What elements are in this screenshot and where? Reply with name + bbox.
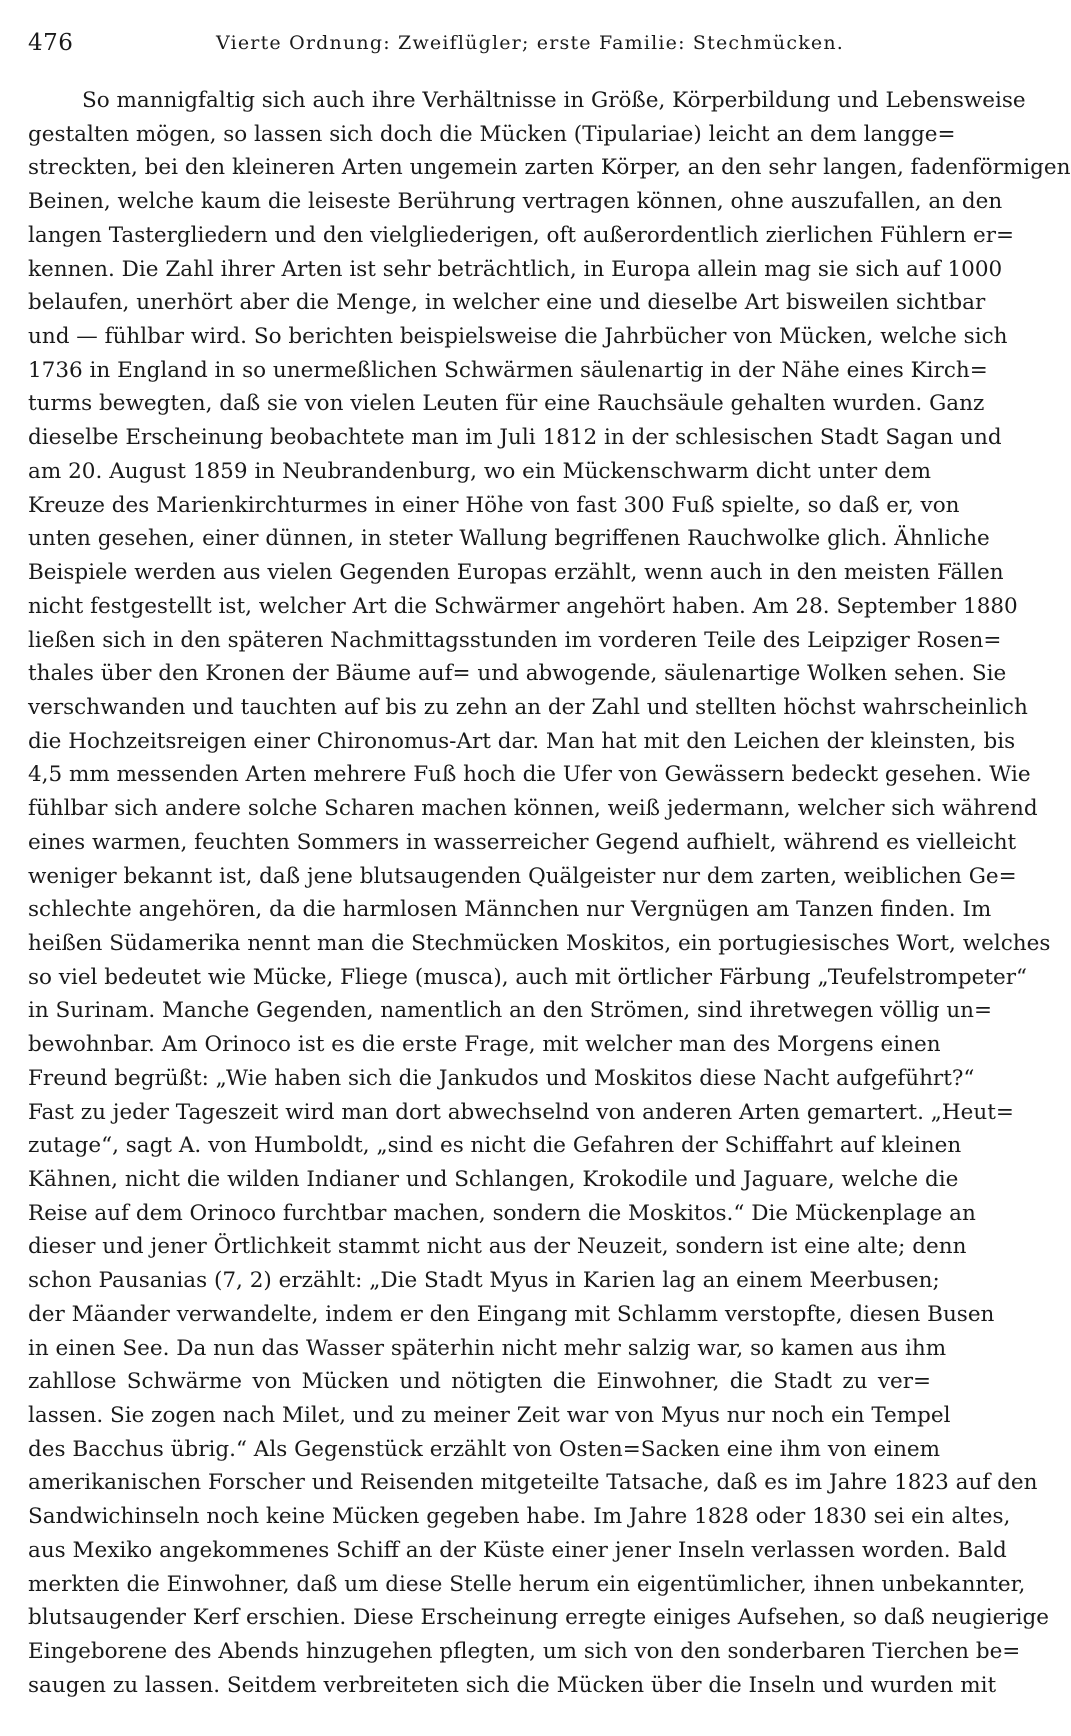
text-line: nicht festgestellt ist, welcher Art die Schwärmer angehört haben. Am 28. September 1880: [28, 590, 931, 624]
text-line: Fast zu jeder Tageszeit wird man dort abwechselnd von anderen Arten gemartert. „Heut=: [28, 1096, 931, 1130]
text-line: gestalten mögen, so lassen sich doch die Mücken (Tipulariae) leicht an dem langge=: [28, 118, 931, 152]
text-line: blutsaugender Kerf erschien. Diese Erscheinung erregte einiges Aufsehen, so daß neugierige: [28, 1601, 931, 1635]
text-line: in einen See. Da nun das Wasser späterhin nicht mehr salzig war, so kamen aus ihm: [28, 1332, 931, 1366]
text-line: lassen. Sie zogen nach Milet, und zu meiner Zeit war von Myus nur noch ein Tempel: [28, 1399, 931, 1433]
text-line: verschwanden und tauchten auf bis zu zehn an der Zahl und stellten höchst wahrscheinlich: [28, 691, 931, 725]
text-line: Eingeborene des Abends hinzugehen pflegten, um sich von den sonderbaren Tierchen be=: [28, 1635, 931, 1669]
text-line: weniger bekannt ist, daß jene blutsaugenden Quälgeister nur dem zarten, weiblichen Ge=: [28, 860, 931, 894]
text-line: schlechte angehören, da die harmlosen Männchen nur Vergnügen am Tanzen finden. Im: [28, 893, 931, 927]
text-line: schon Pausanias (7, 2) erzählt: „Die Stadt Myus in Karien lag an einem Meerbusen;: [28, 1264, 931, 1298]
text-line: heißen Südamerika nennt man die Stechmücken Moskitos, ein portugiesisches Wort, welches: [28, 927, 931, 961]
text-line: bewohnbar. Am Orinoco ist es die erste Frage, mit welcher man des Morgens einen: [28, 1028, 931, 1062]
text-line: unten gesehen, einer dünnen, in steter Wallung begriffenen Rauchwolke glich. Ähnliche: [28, 522, 931, 556]
text-line: merkten die Einwohner, daß um diese Stelle herum ein eigentümlicher, ihnen unbekannter,: [28, 1568, 931, 1602]
text-line: kennen. Die Zahl ihrer Arten ist sehr beträchtlich, in Europa allein mag sie sich auf 1000: [28, 253, 931, 287]
page-number: 476: [28, 30, 73, 56]
text-line: [28, 1703, 931, 1736]
text-line: turms bewegten, daß sie von vielen Leuten für eine Rauchsäule gehalten wurden. Ganz: [28, 387, 931, 421]
text-line: zutage“, sagt A. von Humboldt, „sind es nicht die Gefahren der Schiffahrt auf kleinen: [28, 1129, 931, 1163]
text-line: Beispiele werden aus vielen Gegenden Europas erzählt, wenn auch in den meisten Fällen: [28, 556, 931, 590]
text-line: der Mäander verwandelte, indem er den Eingang mit Schlamm verstopfte, diesen Busen: [28, 1298, 931, 1332]
text-line: 1736 in England in so unermeßlichen Schwärmen säulenartig in der Nähe eines Kirch=: [28, 354, 931, 388]
text-line: in Surinam. Manche Gegenden, namentlich an den Strömen, sind ihretwegen völlig un=: [28, 994, 931, 1028]
text-line: und — fühlbar wird. So berichten beispielsweise die Jahrbücher von Mücken, welche sich: [28, 320, 931, 354]
text-line: belaufen, unerhört aber die Menge, in welcher eine und dieselbe Art bisweilen sichtbar: [28, 286, 931, 320]
text-line: amerikanischen Forscher und Reisenden mitgeteilte Tatsache, daß es im Jahre 1823 auf den: [28, 1466, 931, 1500]
text-line: So mannigfaltig sich auch ihre Verhältnisse in Größe, Körperbildung und Lebensweise: [28, 84, 931, 118]
text-line: Kreuze des Marienkirchturmes in einer Höhe von fast 300 Fuß spielte, so daß er, von: [28, 489, 931, 523]
text-line: thales über den Kronen der Bäume auf= und abwogende, säulenartige Wolken sehen. Sie: [28, 657, 931, 691]
text-line: Freund begrüßt: „Wie haben sich die Jankudos und Moskitos diese Nacht aufgeführt?“: [28, 1062, 931, 1096]
text-line: ließen sich in den späteren Nachmittagsstunden im vorderen Teile des Leipziger Rosen=: [28, 624, 931, 658]
text-line: aus Mexiko angekommenes Schiff an der Küste einer jener Inseln verlassen worden. Bald: [28, 1534, 931, 1568]
text-line: so viel bedeutet wie Mücke, Fliege (musca), auch mit örtlicher Färbung „Teufelstrompeter“: [28, 961, 931, 995]
text-line: Sandwichinseln noch keine Mücken gegeben habe. Im Jahre 1828 oder 1830 sei ein altes,: [28, 1500, 931, 1534]
running-title: Vierte Ordnung: Zweiflügler; erste Familie: Stechmücken.: [216, 32, 844, 54]
text-line: dieser und jener Örtlichkeit stammt nicht aus der Neuzeit, sondern ist eine alte; denn: [28, 1230, 931, 1264]
text-line: Beinen, welche kaum die leiseste Berührung vertragen können, ohne auszufallen, an den: [28, 185, 931, 219]
text-line: Reise auf dem Orinoco furchtbar machen, sondern die Moskitos.“ Die Mückenplage an: [28, 1197, 931, 1231]
text-line: saugen zu lassen. Seitdem verbreiteten sich die Mücken über die Inseln und wurden mit: [28, 1669, 931, 1703]
text-line: langen Tastergliedern und den vielgliederigen, oft außerordentlich zierlichen Fühlern er=: [28, 219, 931, 253]
text-line: fühlbar sich andere solche Scharen machen können, weiß jedermann, welcher sich während: [28, 792, 931, 826]
text-line: des Bacchus übrig.“ Als Gegenstück erzählt von Osten=Sacken eine ihm von einem: [28, 1433, 931, 1467]
text-line: 4,5 mm messenden Arten mehrere Fuß hoch die Ufer von Gewässern bedeckt gesehen. Wie: [28, 758, 931, 792]
text-line: dieselbe Erscheinung beobachtete man im Juli 1812 in der schlesischen Stadt Sagan und: [28, 421, 931, 455]
text-line: streckten, bei den kleineren Arten ungemein zarten Körper, an den sehr langen, fadenförmigen: [28, 151, 931, 185]
text-line: die Hochzeitsreigen einer Chironomus-Art dar. Man hat mit den Leichen der kleinsten, bis: [28, 725, 931, 759]
text-line: zahllose Schwärme von Mücken und nötigten die Einwohner, die Stadt zu ver=: [28, 1365, 931, 1399]
text-line: am 20. August 1859 in Neubrandenburg, wo ein Mückenschwarm dicht unter dem: [28, 455, 931, 489]
running-head: [28, 30, 926, 64]
text-line: Kähnen, nicht die wilden Indianer und Schlangen, Krokodile und Jaguare, welche die: [28, 1163, 931, 1197]
body-text: [28, 84, 931, 1736]
text-line: eines warmen, feuchten Sommers in wasserreicher Gegend aufhielt, während es vielleicht: [28, 826, 931, 860]
